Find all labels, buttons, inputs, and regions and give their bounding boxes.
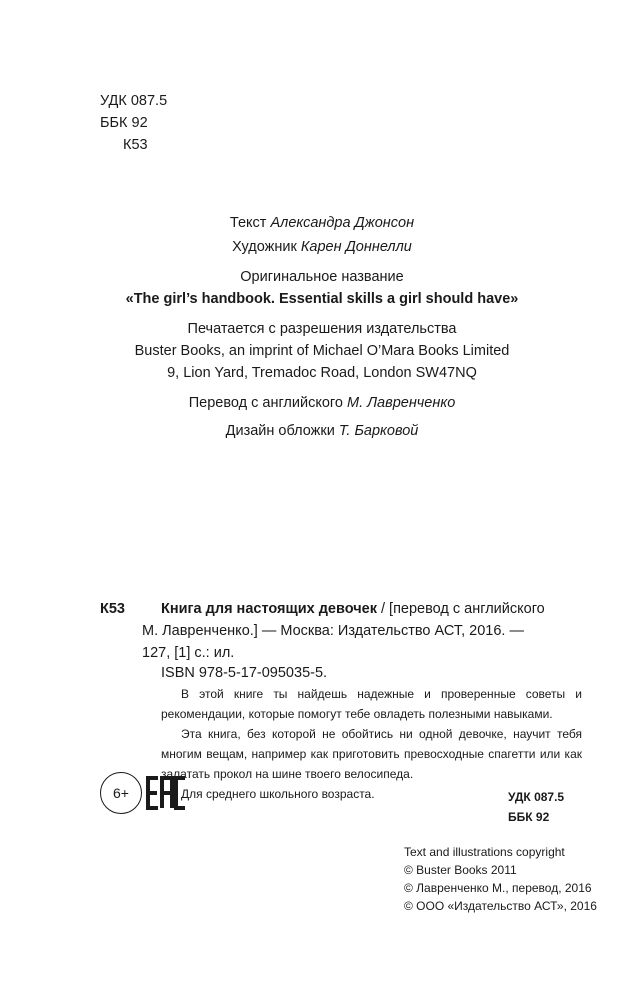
translation-credit-label: Перевод с английского [188, 395, 343, 411]
original-title: «The girl’s handbook. Essential skills a girl should have» [125, 291, 519, 307]
permission-line-1: Печатается с разрешения издательства [187, 321, 457, 337]
bbk-code: ББК 92 [100, 115, 148, 131]
copyright-line-1: Text and illustrations copyright [404, 845, 565, 859]
annotation-paragraph-1: В этой книге ты найдешь надежные и проверенные советы и рекомендации, которые помогут тебе овладеть полезными навыками. [161, 687, 582, 721]
permission-line-2: Buster Books, an imprint of Michael O’Mara Books Limited [134, 343, 510, 359]
annotation-paragraph-3: Для среднего школьного возраста. [181, 787, 375, 801]
catalog-line-1 [161, 598, 545, 620]
age-rating-badge: 6+ [100, 772, 142, 814]
author-sign: К53 [123, 137, 148, 153]
artist-credit-name: Карен Доннелли [300, 239, 412, 255]
catalog-udk: УДК 087.5 [508, 790, 565, 804]
cover-credit-label: Дизайн обложки [225, 423, 335, 439]
catalog-isbn: ISBN 978-5-17-095035-5. [161, 665, 328, 681]
translation-credit-name: М. Лавренченко [346, 395, 456, 411]
original-title-label: Оригинальное название [240, 269, 404, 285]
text-credit-label: Текст [229, 215, 267, 231]
translation-credit [0, 392, 644, 414]
cover-credit [0, 420, 644, 442]
catalog-line-2: М. Лавренченко.] — Москва: Издательство АСТ, 2016. — [142, 623, 524, 639]
catalog-line-1-rest: / [перевод с английского [376, 601, 545, 617]
copyright-line-4: © ООО «Издательство АСТ», 2016 [404, 899, 597, 913]
copyright-line-3: © Лавренченко М., перевод, 2016 [404, 881, 592, 895]
artist-credit-label: Художник [232, 239, 297, 255]
annotation-paragraph-2: Эта книга, без которой не обойтись ни одной девочке, научит тебя многим вещам, например как приготовить превосходные спагетти или как залатать прокол на шине твоего велосипеда. [161, 727, 582, 781]
text-credit-author: Александра Джонсон [270, 215, 415, 231]
artist-credit [0, 236, 644, 258]
catalog-line-3: 127, [1] с.: ил. [142, 645, 235, 661]
cover-credit-name: Т. Барковой [338, 423, 419, 439]
copyright-line-2: © Buster Books 2011 [404, 863, 517, 877]
catalog-book-title: Книга для настоящих девочек [161, 601, 377, 617]
text-credit [0, 212, 644, 234]
permission-line-3: 9, Lion Yard, Tremadoc Road, London SW47NQ [167, 365, 477, 381]
udk-code: УДК 087.5 [100, 93, 168, 109]
eac-logo-icon [146, 776, 186, 810]
catalog-bbk: ББК 92 [508, 810, 550, 824]
catalog-annotation [161, 684, 582, 804]
catalog-sign: К53 [100, 601, 125, 617]
